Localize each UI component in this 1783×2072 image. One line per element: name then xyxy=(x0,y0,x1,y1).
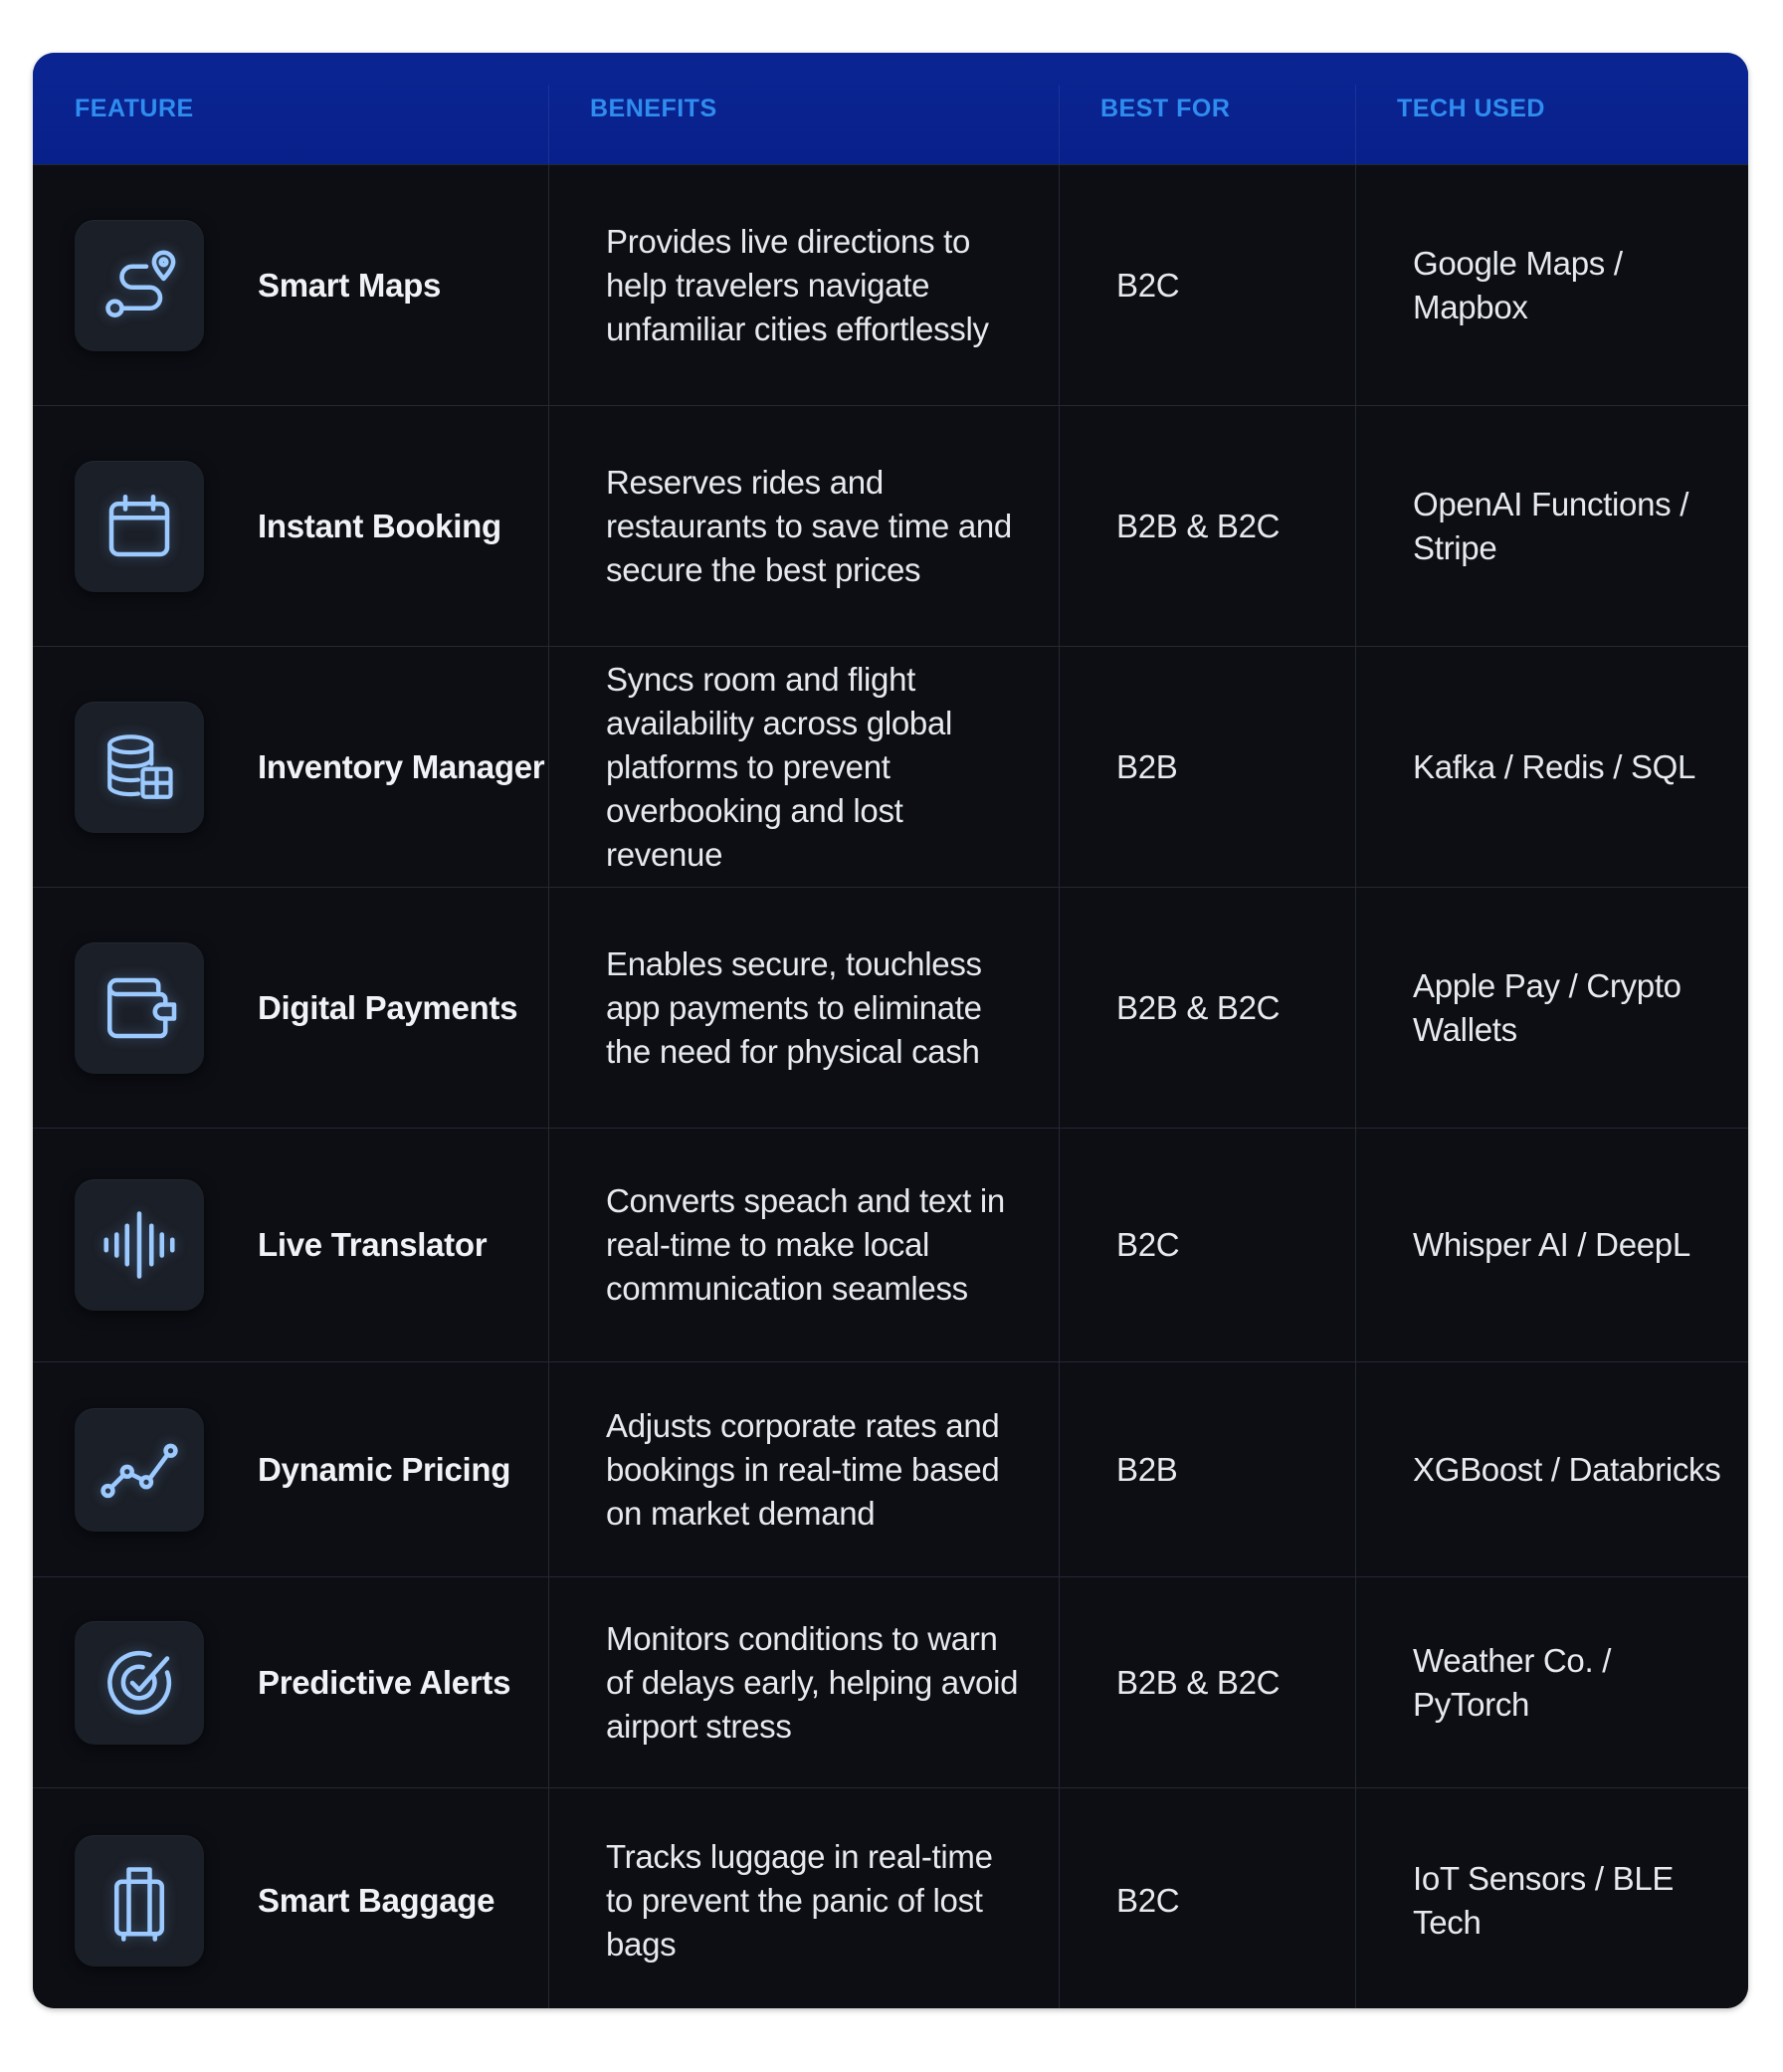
feature-cell xyxy=(33,1362,548,1576)
benefits-cell: Provides live directions to help travelers navigate unfamiliar cities effortlessly xyxy=(548,165,1059,405)
benefits-cell: Monitors conditions to warn of delays early, helping avoid airport stress xyxy=(548,1577,1059,1787)
benefits-cell: Syncs room and flight availability across global platforms to prevent overbooking and lost revenue xyxy=(548,647,1059,887)
table-row xyxy=(33,405,1748,646)
tech-used-cell: Kafka / Redis / SQL xyxy=(1355,647,1748,887)
header-tech-used: TECH USED xyxy=(1355,53,1748,164)
feature-cell xyxy=(33,1129,548,1361)
table-header xyxy=(33,53,1748,164)
benefits-cell: Converts speach and text in real-time to make local communication seamless xyxy=(548,1129,1059,1361)
feature-name: Live Translator xyxy=(258,1226,488,1263)
feature-cell xyxy=(33,165,548,405)
wallet-icon xyxy=(75,942,204,1074)
tech-used-cell: XGBoost / Databricks xyxy=(1355,1362,1748,1576)
feature-name: Inventory Manager xyxy=(258,747,545,785)
calendar-icon xyxy=(75,461,204,592)
feature-cell xyxy=(33,647,548,887)
audio-waveform-icon xyxy=(75,1179,204,1311)
table-row xyxy=(33,1361,1748,1576)
radar-check-icon xyxy=(75,1621,204,1745)
features-table xyxy=(33,53,1748,2008)
benefits-cell: Adjusts corporate rates and bookings in real-time based on market demand xyxy=(548,1362,1059,1576)
route-pin-icon xyxy=(75,220,204,351)
luggage-icon xyxy=(75,1835,204,1967)
header-best-for: BEST FOR xyxy=(1059,53,1355,164)
best-for-cell: B2B xyxy=(1059,647,1355,887)
best-for-cell: B2C xyxy=(1059,1788,1355,2008)
best-for-cell: B2B & B2C xyxy=(1059,888,1355,1128)
tech-used-cell: OpenAI Functions / Stripe xyxy=(1355,406,1748,646)
feature-name: Smart Maps xyxy=(258,266,442,304)
best-for-cell: B2B & B2C xyxy=(1059,1577,1355,1787)
benefits-cell: Reserves rides and restaurants to save time and secure the best prices xyxy=(548,406,1059,646)
tech-used-cell: Google Maps / Mapbox xyxy=(1355,165,1748,405)
tech-used-cell: IoT Sensors / BLE Tech xyxy=(1355,1788,1748,2008)
feature-cell xyxy=(33,406,548,646)
table-row xyxy=(33,1787,1748,2008)
table-row xyxy=(33,887,1748,1128)
feature-name: Instant Booking xyxy=(258,507,501,544)
best-for-cell: B2B & B2C xyxy=(1059,406,1355,646)
best-for-cell: B2C xyxy=(1059,165,1355,405)
feature-name: Smart Baggage xyxy=(258,1882,495,1919)
table-row xyxy=(33,646,1748,887)
best-for-cell: B2B xyxy=(1059,1362,1355,1576)
feature-name: Digital Payments xyxy=(258,988,518,1026)
feature-cell xyxy=(33,1788,548,2008)
header-benefits: BENEFITS xyxy=(548,53,1059,164)
table-row xyxy=(33,1576,1748,1787)
tech-used-cell: Weather Co. / PyTorch xyxy=(1355,1577,1748,1787)
table-body xyxy=(33,164,1748,2008)
feature-name: Predictive Alerts xyxy=(258,1663,511,1701)
database-grid-icon xyxy=(75,702,204,833)
tech-used-cell: Apple Pay / Crypto Wallets xyxy=(1355,888,1748,1128)
feature-cell xyxy=(33,888,548,1128)
benefits-cell: Tracks luggage in real-time to prevent the panic of lost bags xyxy=(548,1788,1059,2008)
feature-cell xyxy=(33,1577,548,1787)
trend-line-icon xyxy=(75,1408,204,1532)
table-row xyxy=(33,1128,1748,1361)
table-row xyxy=(33,164,1748,405)
header-feature: FEATURE xyxy=(75,94,194,122)
benefits-cell: Enables secure, touchless app payments to eliminate the need for physical cash xyxy=(548,888,1059,1128)
tech-used-cell: Whisper AI / DeepL xyxy=(1355,1129,1748,1361)
best-for-cell: B2C xyxy=(1059,1129,1355,1361)
feature-name: Dynamic Pricing xyxy=(258,1450,511,1488)
